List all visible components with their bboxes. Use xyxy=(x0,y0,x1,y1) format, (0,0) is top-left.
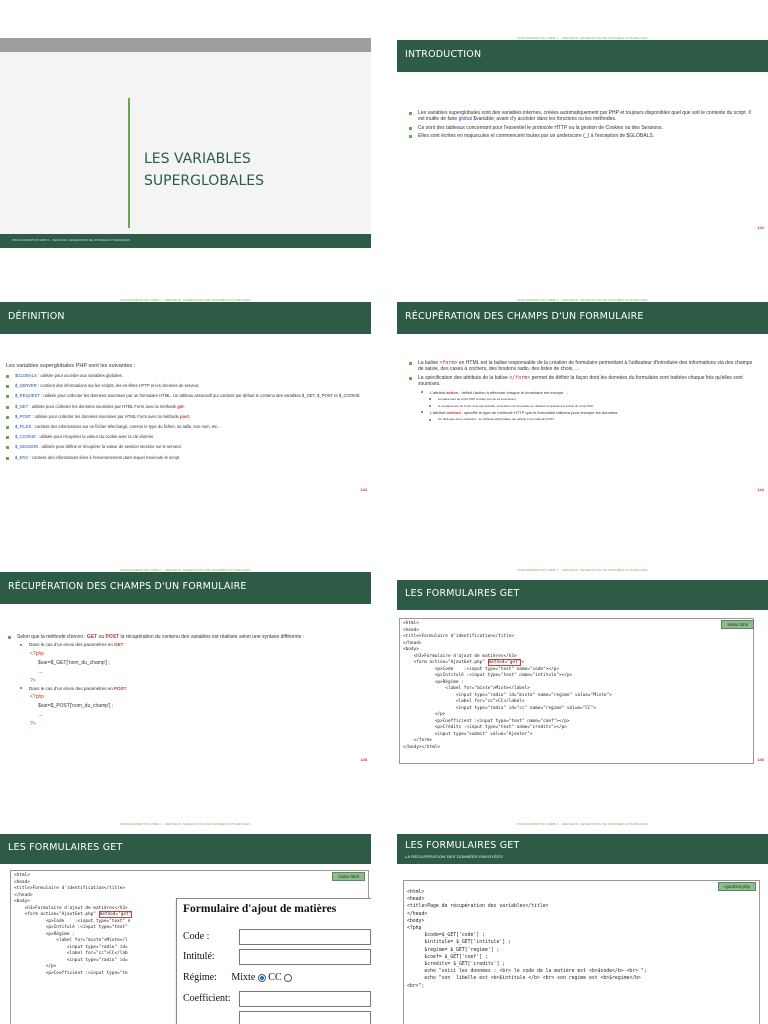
code-block-ajoutget-php xyxy=(403,880,760,1024)
definition-item: $_COOKIE : utilisée pour récupérer la valeur du cookie avec la clé donnée. xyxy=(6,434,361,439)
slide-formulaires-get xyxy=(397,560,768,770)
slide-title: LES FORMULAIRES GET xyxy=(405,588,520,599)
intitule-input[interactable] xyxy=(239,949,371,965)
slide-definition xyxy=(0,290,371,500)
sub-bullet-item: L'attribut action : définit l'action à effectuer lorsque le formulaire est envoyé → xyxy=(421,390,756,396)
code-line: echo "voici les données : <br> le code de la matière est <b>$code</b> <br> "; xyxy=(407,969,647,975)
code-line: <label for="mixte">Mixte</l xyxy=(14,938,128,943)
form-heading: Formulaire d'ajout de matières xyxy=(183,903,337,915)
code-line: <body> xyxy=(407,918,425,924)
code-line: <input type="radio" id="cc" name="regime" value="CC"> xyxy=(403,705,596,711)
sub-bullet-item: Dans le cas d'un envoi des paramètres en GET xyxy=(20,642,359,648)
code-post: <?php $var=$_POST['nom_du_champ'] ; … ?> xyxy=(30,694,114,728)
credits-input[interactable] xyxy=(239,1011,371,1024)
code-line: <p>Crédits :<input type="text" name="credits"></p> xyxy=(403,725,567,730)
code-line: <h3>Formulaire d'ajout de matières</h3> xyxy=(403,653,517,659)
code-line: </p> xyxy=(403,712,446,717)
slide-bottom-band xyxy=(0,234,371,248)
code-line: <label for="mixte">Mixte</label> xyxy=(403,686,530,691)
file-name-badge: index.html xyxy=(332,872,365,881)
slide-content xyxy=(6,362,361,465)
definition-item: $_SERVER : contient des informations sur les scripts, les en-têtes HTTP et les chemins de serveur. xyxy=(6,383,361,388)
code-line: <html> xyxy=(407,890,425,895)
code-line: <label for="cc">CC</label> xyxy=(403,699,525,704)
slide-title-bar xyxy=(397,302,768,334)
code-line: <br>"; xyxy=(407,983,425,989)
code-line: <p>Intitulé :<input type="text" xyxy=(14,925,128,930)
bullet-item: Elles sont écrites en majuscules et commencent toutes par un underscore (_) à l'exception de $GLOBALS. xyxy=(409,133,756,139)
title-line-1: LES VARIABLES xyxy=(144,151,251,167)
code-line: </body></html> xyxy=(403,744,441,750)
page-number: 143 xyxy=(360,487,367,492)
code-line: </head> xyxy=(407,911,428,917)
title-line-2: SUPERGLOBALES xyxy=(144,173,265,189)
slide-header-text: PROGRAMMATION WEB 2 – SERVEUR, GENERATION DE DONNÉES DYNAMIQUES xyxy=(517,298,648,302)
page-number: 142 xyxy=(757,225,764,230)
slide-title-bar xyxy=(397,40,768,72)
code-line: </head> xyxy=(14,892,33,898)
page-number: 144 xyxy=(757,487,764,492)
definition-item: $_ENV : contient des informations liées à l'environnement dans lequel s'exécute le script. xyxy=(6,455,361,460)
slide-header-text: PROGRAMMATION WEB 2 – SERVEUR, GENERATION DE DONNÉES DYNAMIQUES xyxy=(120,822,251,826)
code-line: <title>Page de récupération des variables</title> xyxy=(407,904,549,910)
code-line: <body> xyxy=(14,899,30,904)
code-line: <title>Formulaire d'identification</title> xyxy=(14,886,126,891)
code-line: <form action="AjoutGet.php" method="get" xyxy=(14,912,132,917)
subsub-bullet-item: On distingue deux méthodes : la méthode GET(utilisée par défaut) et la méthode POST. xyxy=(429,417,756,421)
code-line: <head> xyxy=(407,897,425,903)
file-name-badge: AjoutGet.php xyxy=(718,882,756,891)
bullet-item: La balise <form> en HTML est la balise responsable de la création de formulaire permettant à l'utilisateur d'introduire des informations via des champs de saisie, des cases à cochers, des boutons radio, des listes de choix, … xyxy=(409,360,756,373)
definition-item: $_POST : utilisée pour collecter les données soumises par HTML Form avec la méthode post. xyxy=(6,414,361,419)
slide-introduction xyxy=(397,28,768,238)
code-line: <p>Coefficient :<input type="te xyxy=(14,970,128,976)
code-line: <p>Régime : xyxy=(14,931,75,937)
code-line: <p>Code :<input type="text" name="code"></p> xyxy=(403,666,559,672)
slide-title: LES FORMULAIRES GET xyxy=(405,840,520,851)
code-line: <?php xyxy=(407,926,422,932)
definition-list xyxy=(6,373,361,460)
rendered-form-window xyxy=(176,898,371,1024)
code-input[interactable] xyxy=(239,929,371,945)
code-line: <head> xyxy=(403,627,419,633)
code-label: Code : xyxy=(183,931,210,942)
intitule-label: Intitulé: xyxy=(183,951,215,962)
code-line: echo "son libelle est <b>$intitule </b> <br> son regime est <b>$regime</b> xyxy=(407,976,641,982)
file-name-badge: index.html xyxy=(721,620,754,629)
slide-title: INTRODUCTION xyxy=(405,49,482,60)
code-line: <form action="AjoutGet.php" method="get"> xyxy=(403,660,524,665)
code-line: <input type="submit" value="Ajouter"> xyxy=(403,731,533,737)
code-line: <h3>Formulaire d'ajout de matières</h3> xyxy=(14,905,128,911)
slide-title: RÉCUPÉRATION DES CHAMPS D'UN FORMULAIRE xyxy=(405,311,644,322)
slide-top-band xyxy=(0,38,371,52)
code-line: <input type="radio" id= xyxy=(14,957,128,963)
slide-header-text: PROGRAMMATION WEB 2 – SERVEUR, GENERATION DE DONNÉES DYNAMIQUES xyxy=(517,36,648,40)
definition-item: $_FILES : contient des informations sur un fichier téléchargé, comme le type du fichier, sa taille, son nom, etc.. xyxy=(6,424,361,429)
definition-item: $_REQUEST : utilisée pour collecter les données soumises par un formulaire HTML. Un tableau associatif qui contient par défaut le contenu des variables $_GET, $_POST et $_COOKIE xyxy=(6,393,361,398)
slide-title xyxy=(0,38,371,248)
code-line: $coef= $_GET['coef'] ; xyxy=(407,954,488,960)
code-line: <p>Code :<input type="text" n xyxy=(14,918,131,924)
slide-formulaires-get-render xyxy=(0,814,371,1024)
slide-content xyxy=(409,110,756,142)
regime-label: Régime: xyxy=(183,972,217,983)
coef-input[interactable] xyxy=(239,991,371,1007)
mixte-radio[interactable] xyxy=(258,974,266,982)
sub-bullet-item: Dans le cas d'un envoi des paramètres en POST xyxy=(20,686,359,692)
title-accent-line xyxy=(128,98,130,228)
definition-item: $GLOBALS : utilisée pour accéder aux variables globales. xyxy=(6,373,361,378)
page-number: 146 xyxy=(757,757,764,762)
subsub-bullet-item: emplacement du script PHP à traiter lors de sa soumission, xyxy=(429,397,756,401)
code-line: $regime= $_GET['regime'] ; xyxy=(407,947,500,953)
bullet-item: Les variables superglobales sont des variables internes, créées automatiquement par PHP et toujours disponibles quel que soit le contexte du script. Il est inutile de faire global $variable; avant d'y accéder dans les fonctions ou les méthodes. xyxy=(409,110,756,123)
code-line: <input type="radio" id= xyxy=(14,944,128,950)
slide-footer: PROGRAMMATION WEB 2 – SERVEUR, GENERATION DE DONNÉES DYNAMIQUES xyxy=(12,238,130,242)
bullet-item: Selon que la méthode d'envoi : GET ou POST la récupération du contenu des variables est réalisée selon une syntaxe différente : xyxy=(8,634,359,640)
slide-header-text: PROGRAMMATION WEB 2 – SERVEUR, GENERATION DE DONNÉES DYNAMIQUES xyxy=(517,568,648,572)
slide-recuperation-1 xyxy=(397,290,768,500)
cc-radio[interactable] xyxy=(284,974,292,982)
coef-label: Coefficient: xyxy=(183,993,231,1004)
code-line: </p> xyxy=(14,964,57,969)
code-line: <html> xyxy=(403,621,419,626)
code-line: <head> xyxy=(14,879,30,885)
code-line: </form> xyxy=(403,738,433,743)
slide-title: LES FORMULAIRES GET xyxy=(8,842,123,853)
code-line: $intitule= $_GET['intitule'] ; xyxy=(407,940,511,946)
code-line: <p>Intitulé :<input type="text" name="intitule"></p> xyxy=(403,673,573,678)
slide-header-text: PROGRAMMATION WEB 2 – SERVEUR, GENERATION DE DONNÉES DYNAMIQUES xyxy=(120,568,251,572)
slide-title-bar xyxy=(397,580,768,610)
code-line: <p>Coefficient :<input type="text" name="coef"></p> xyxy=(403,718,570,724)
slide-recuperation-2 xyxy=(0,560,371,770)
sub-bullet-item: L'attribut method : spécifie le type de méthode HTTP que le formulaire utilisera pour envoyer les données. xyxy=(421,410,756,416)
slide-title-bar xyxy=(0,834,371,864)
cc-label: CC xyxy=(268,972,282,983)
slide-title-bar xyxy=(397,834,768,864)
slide-recuperation-donnees xyxy=(397,814,768,1024)
code-line: </head> xyxy=(403,640,422,646)
regime-row xyxy=(183,972,292,983)
slide-title-bar xyxy=(0,572,371,604)
slide-title: RÉCUPÉRATION DES CHAMPS D'UN FORMULAIRE xyxy=(8,581,247,592)
slide-header-text: PROGRAMMATION WEB 2 – SERVEUR, GENERATION DE DONNÉES DYNAMIQUES xyxy=(517,822,648,826)
code-line: $credits= $_GET['credits'] ; xyxy=(407,962,506,968)
definition-intro: Les variables superglobales PHP sont les suivantes : xyxy=(6,363,136,369)
slide-main-title xyxy=(144,148,264,192)
subsub-bullet-item: si emplacement du script n'est pas spécifié, soumission du formulaire en utilisant l'emplacement actuel du script PHP. xyxy=(429,404,756,408)
code-block-index-html xyxy=(399,618,754,764)
page-number: 145 xyxy=(360,757,367,762)
code-line: <input type="radio" id="mixte" name="regime" value="Mixte"> xyxy=(403,692,612,698)
code-line: <label for="cc">CC</lab xyxy=(14,951,128,956)
bullet-item: Ce sont des tableaux concernant pour l'essentiel le protocole HTTP ou la gestion de Cookies ou des Sessions. xyxy=(409,125,756,131)
bullet-item: La spécification des attributs de la balise </form> permet de définir la façon dont les données du formulaire sont traitées chaque fois qu'elles sont soumises. xyxy=(409,375,756,388)
code-get: <?php $var=$_GET['nom_du_champ'] ; … ?> xyxy=(30,650,110,684)
slide-title: DÉFINITION xyxy=(8,311,65,322)
code-line: <html> xyxy=(14,873,30,878)
code-line: $code=$_GET['code'] ; xyxy=(407,933,485,939)
mixte-label: Mixte xyxy=(231,972,256,983)
slide-subtitle: LA RÉCUPÉRATION DES DONNÉES ENVOYÉES xyxy=(405,854,503,859)
definition-item: $_SESSION : utilisée pour définir et récupérer la valeur de session stockée sur le serveur. xyxy=(6,444,361,449)
definition-item: $_GET : utilisée pour collecter les données soumises par HTML Form avec la méthode get. xyxy=(6,404,361,409)
slide-title-bar xyxy=(0,302,371,334)
slide-content xyxy=(409,360,756,424)
slide-header-text: PROGRAMMATION WEB 2 – SERVEUR, GENERATION DE DONNÉES DYNAMIQUES xyxy=(120,298,251,302)
slide-content xyxy=(8,634,359,729)
code-line: <title>Formulaire d'identification</title> xyxy=(403,634,515,639)
code-line: <body> xyxy=(403,647,419,652)
code-line: <p>Régime : xyxy=(403,679,464,685)
